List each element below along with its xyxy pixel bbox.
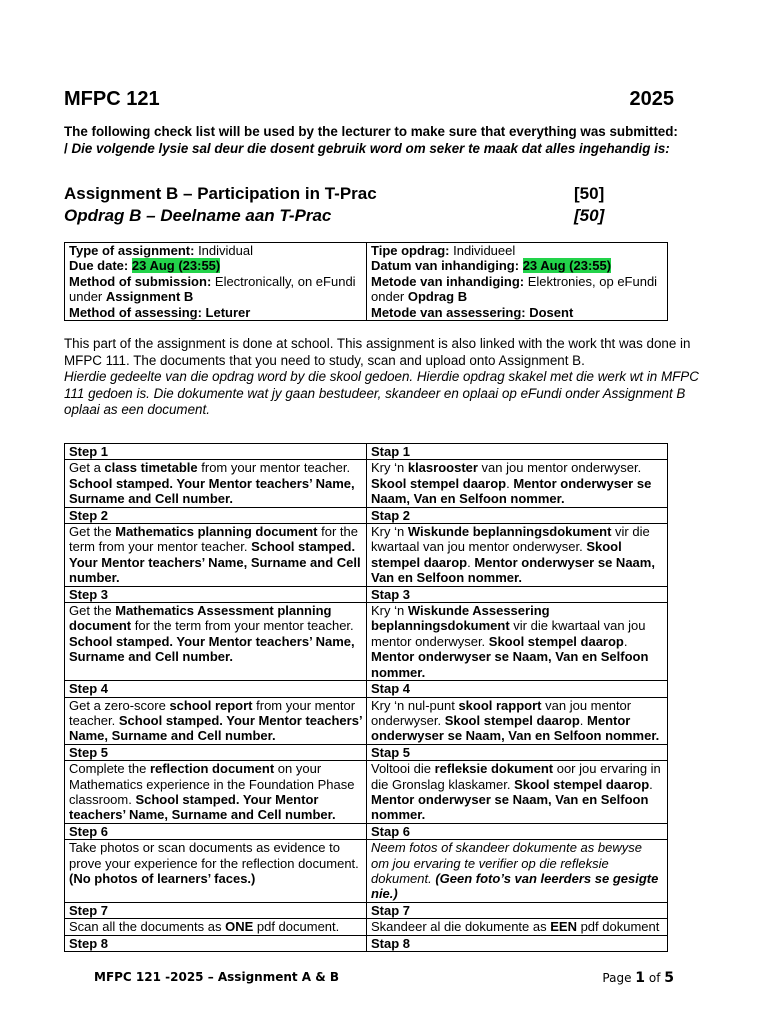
stap-label: Stap 2 (371, 507, 411, 523)
stap-label: Stap 6 (371, 823, 411, 839)
step-body-row (65, 761, 668, 824)
steps-table (64, 443, 668, 952)
step-header-row (65, 935, 668, 951)
footer-title: MFPC 121 -2025 – Assignment A & B (94, 970, 340, 984)
datum-label: Datum van inhandiging: (371, 258, 520, 274)
description-paragraph (64, 336, 704, 419)
method-label: Method of submission: (69, 273, 212, 289)
stap-label: Stap 7 (371, 902, 411, 918)
step-body-row (65, 919, 668, 935)
step-label: Step 3 (69, 586, 109, 602)
stap-label: Stap 5 (371, 744, 411, 760)
description-english: This part of the assignment is done at school. This assignment is also linked with the work tht was done in MFPC 111. The documents that you need to study, scan and upload onto Assignment B. (64, 336, 691, 368)
stap-label: Stap 4 (371, 681, 411, 697)
assess-value: Leturer (201, 304, 251, 320)
step-label: Step 2 (69, 507, 109, 523)
step-label: Step 6 (69, 823, 109, 839)
stap-label: Stap 8 (371, 935, 411, 951)
step-label: Step 5 (69, 744, 109, 760)
step-label: Step 8 (69, 935, 109, 951)
assignment-marks: [50] (574, 184, 605, 203)
step-body-row (65, 697, 668, 744)
step-label: Step 7 (69, 902, 109, 918)
step-header-row (65, 586, 668, 602)
step-body-row (65, 524, 668, 587)
step-text-af: Kry ‘n Wiskunde beplanningsdokument vir die kwartaal van jou mentor onderwyser. Skool stempel daarop. Mentor onderwyser se Naam, Van en Selfoon nommer. (367, 524, 668, 587)
step-text-en: Get a class timetable from your mentor teacher. School stamped. Your Mentor teachers’ Name, Surname and Cell number. (65, 460, 367, 507)
intro-text (64, 124, 684, 157)
type-label: Type of assignment: (69, 243, 195, 258)
step-text-af: Voltooi die refleksie dokument oor jou ervaring in die Gronslag klaskamer. Skool stempel daarop. Mentor onderwyser se Naam, Van en Selfoon nommer. (367, 761, 668, 824)
course-code: MFPC 121 (64, 88, 160, 110)
step-text-en: Scan all the documents as ONE pdf document. (65, 919, 367, 935)
step-body-row (65, 460, 668, 507)
page-number: Page 1 of 5 (602, 970, 674, 986)
intro-afrikaans: Die volgende lysie sal deur die dosent gebruik word om seker te maak dat alles ingehandig is: (71, 140, 670, 156)
description-afrikaans: Hierdie gedeelte van die opdrag word by die skool gedoen. Hierdie opdrag skakel met die werk wt in MFPC 111 gedoen is. Die dokumente wat jy gaan bestudeer, skandeer en oplaai op eFundi onder Assignment B oplaai as een document. (64, 369, 699, 418)
step-text-af: Skandeer al die dokumente as EEN pdf dokument (367, 919, 668, 935)
assignment-title-en (64, 183, 624, 205)
tipe-value: Individueel (449, 243, 516, 258)
step-text-af: Kry ‘n nul-punt skool rapport van jou mentor onderwyser. Skool stempel daarop. Mentor onderwyser se Naam, Van en Selfoon nommer. (367, 697, 668, 744)
page-footer (94, 970, 674, 984)
intro-separator: / (64, 140, 72, 156)
method-value: Electronically, on eFundi under (69, 273, 356, 305)
intro-english: The following check list will be used by the lecturer to make sure that everything was submitted: (64, 124, 678, 139)
stap-label: Stap 1 (371, 444, 411, 459)
assignment-title-af (64, 205, 624, 227)
info-english (65, 243, 367, 321)
metode-target: Opdrag B (407, 289, 468, 305)
step-header-row (65, 507, 668, 523)
metode-label: Metode van inhandiging: (371, 273, 525, 289)
step-text-af: Kry ‘n Wiskunde Assessering beplanningsdokument vir die kwartaal van jou mentor onderwyser. Skool stempel daarop. Mentor onderwyser se Naam, Van en Selfoon nommer. (367, 603, 668, 681)
datum-highlight: 23 Aug (23:55) (522, 258, 612, 274)
step-text-af: Kry ‘n klasrooster van jou mentor onderwyser. Skool stempel daarop. Mentor onderwyser se Naam, Van en Selfoon nommer. (367, 460, 668, 507)
due-date-highlight: 23 Aug (23:55) (131, 258, 221, 274)
step-text-en: Complete the reflection document on your Mathematics experience in the Foundation Phase classroom. School stamped. Your Mentor teachers’ Name, Surname and Cell number. (65, 761, 367, 824)
assess-label: Method of assessing: (69, 304, 202, 320)
info-afrikaans (367, 243, 668, 321)
type-value: Individual (194, 243, 253, 258)
assignment-info-table (64, 242, 668, 321)
step-label: Step 1 (69, 444, 109, 459)
step-text-en: Take photos or scan documents as evidence to prove your experience for the reflection document. (No photos of learners’ faces.) (65, 840, 367, 903)
assignment-title: Assignment B – Participation in T-Prac (64, 184, 377, 203)
method-target: Assignment B (105, 289, 194, 305)
tipe-label: Tipe opdrag: (371, 243, 450, 258)
step-text-en: Get a zero-score school report from your mentor teacher. School stamped. Your Mentor teachers’ Name, Surname and Cell number. (65, 697, 367, 744)
step-body-row (65, 603, 668, 681)
step-header-row (65, 681, 668, 697)
step-text-en: Get the Mathematics Assessment planning document for the term from your mentor teacher. School stamped. Your Mentor teachers’ Name, Surname and Cell number. (65, 603, 367, 681)
step-header-row (65, 744, 668, 760)
step-text-af: Neem fotos of skandeer dokumente as bewyse om jou ervaring te verifier op die refleksie dokument. (Geen foto’s van leerders se gesigte nie.) (367, 840, 668, 903)
stap-label: Stap 3 (371, 586, 411, 602)
info-row (65, 243, 668, 321)
due-label: Due date: (69, 258, 129, 274)
step-label: Step 4 (69, 681, 109, 697)
metode-value: Elektronies, op eFundi onder (371, 273, 658, 305)
page-header (64, 88, 674, 111)
step-header-row (65, 902, 668, 918)
step-header-row (65, 444, 668, 460)
assessering-label: Metode van assessering: Dosent (371, 304, 574, 320)
step-text-en: Get the Mathematics planning document for the term from your mentor teacher. School stamped. Your Mentor teachers’ Name, Surname and Cell number. (65, 524, 367, 587)
opdrag-marks: [50] (574, 206, 605, 225)
step-body-row (65, 840, 668, 903)
opdrag-title: Opdrag B – Deelname aan T-Prac (64, 206, 332, 225)
course-year: 2025 (629, 88, 674, 110)
step-header-row (65, 823, 668, 839)
